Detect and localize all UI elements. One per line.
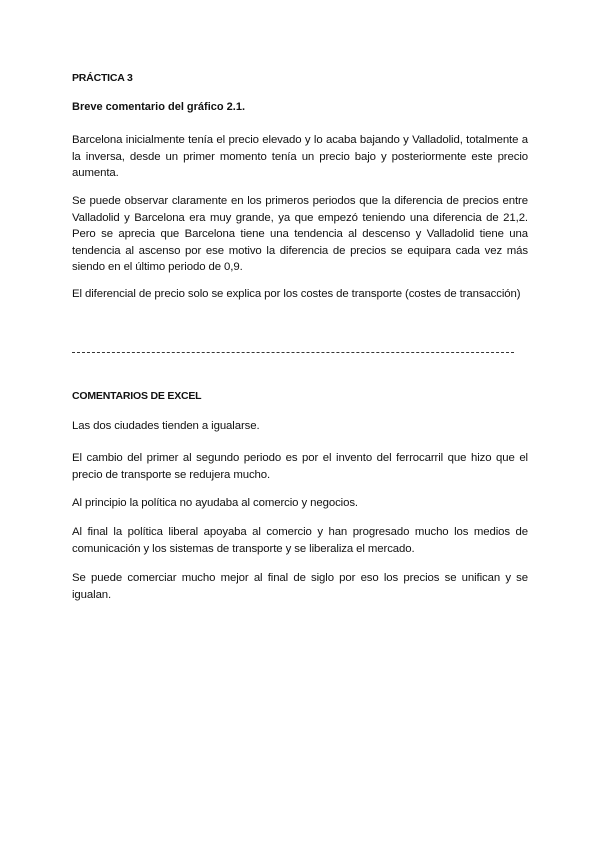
paragraph-century-end: Se puede comerciar mucho mejor al final de siglo por eso los precios se unifican y se igualan. xyxy=(72,572,528,601)
section-divider xyxy=(72,352,514,353)
paragraph-liberal-politics: Al final la política liberal apoyaba al comercio y han progresado mucho los medios de comunicación y los sistemas de transporte y se liberaliza el mercado. xyxy=(72,526,528,555)
paragraph-barcelona-valladolid: Barcelona inicialmente tenía el precio elevado y lo acaba bajando y Valladolid, totalmente a la inversa, desde un primer momento tenía un precio bajo y posteriormente este precio aumenta. xyxy=(72,134,528,180)
paragraph-transport-costs: El diferencial de precio solo se explica por los costes de transporte (costes de transacción) xyxy=(72,288,521,300)
excel-comments-title: COMENTARIOS DE EXCEL xyxy=(72,390,202,402)
paragraph-railway: El cambio del primer al segundo periodo es por el invento del ferrocarril que hizo que el precio de transporte se redujera mucho. xyxy=(72,452,528,481)
paragraph-price-difference: Se puede observar claramente en los primeros periodos que la diferencia de precios entre Valladolid y Barcelona era muy grande, ya que empezó teniendo una diferencia de 21,2. Pero se aprecia que Barcelona tiene una tendencia al descenso y Valladolid tiene una tendencia al ascenso por ese motivo la diferencia de precios se equipara cada vez más siendo en el último periodo de 0,9. xyxy=(72,195,528,274)
practice-title: PRÁCTICA 3 xyxy=(72,72,133,84)
chart-comment-title: Breve comentario del gráfico 2.1. xyxy=(72,101,246,113)
paragraph-cities-equalize: Las dos ciudades tienden a igualarse. xyxy=(72,420,260,432)
paragraph-early-politics: Al principio la política no ayudaba al comercio y negocios. xyxy=(72,497,358,509)
